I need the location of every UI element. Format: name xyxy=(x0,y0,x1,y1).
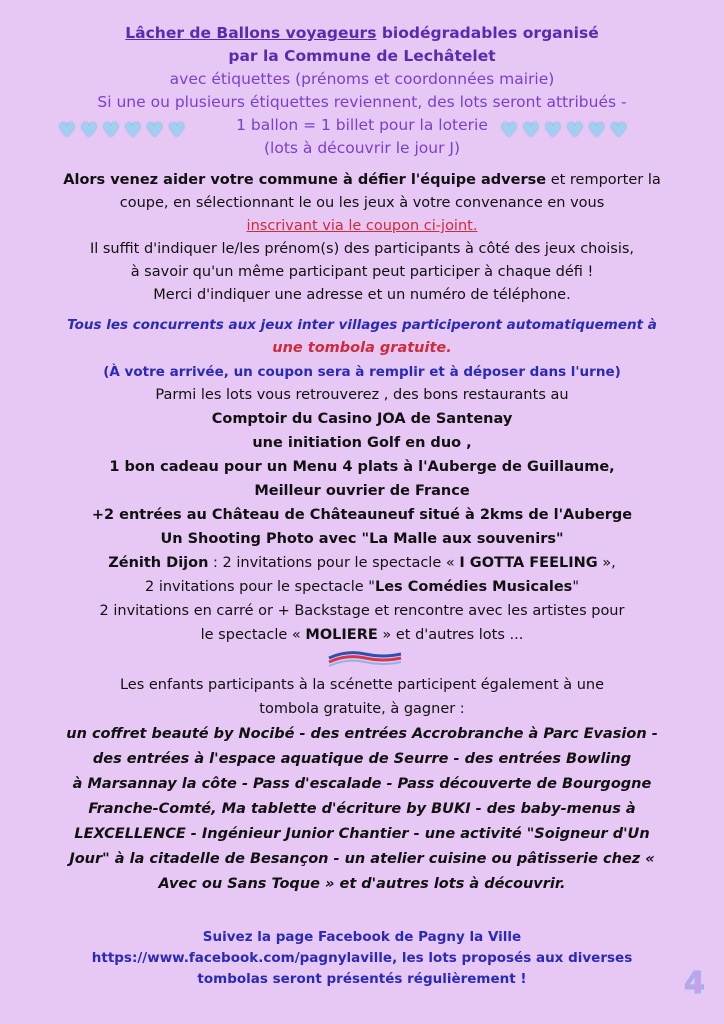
facebook-link[interactable]: https://www.facebook.com/pagnylaville, les lots proposés aux diverses xyxy=(91,950,633,966)
intro-line-2: coupe, en sélectionnant le ou les jeux à votre convenance en vous xyxy=(119,195,605,211)
intro-rest: et remporter la xyxy=(546,172,661,188)
wave-logo-icon xyxy=(327,648,403,670)
intro-line-4: Il suffit d'indiquer le/les prénom(s) des participants à côté des jeux choisis, xyxy=(89,241,635,257)
prize-7-show: I GOTTA FEELING xyxy=(459,555,598,571)
heart-icon: ♥ xyxy=(543,118,562,142)
heart-icon: ♥ xyxy=(145,118,164,142)
prize-8-show: Les Comédies Musicales xyxy=(374,579,573,595)
hearts-left xyxy=(58,120,186,140)
heart-icon: ♥ xyxy=(565,118,584,142)
prize-2: une initiation Golf en duo , xyxy=(252,435,472,451)
kids-line-1: Les enfants participants à la scénette participent également à une xyxy=(119,677,605,693)
prize-6: Un Shooting Photo avec "La Malle aux souvenirs" xyxy=(160,531,564,547)
heart-icon: ♥ xyxy=(167,118,186,142)
kids-prize: LEXCELLENCE - Ingénieur Junior Chantier - une activité "Soigneur d'Un xyxy=(74,826,650,842)
heart-icon: ♥ xyxy=(521,118,540,142)
title-underlined: Lâcher de Ballons voyageurs xyxy=(125,24,377,42)
prize-7-mid: : 2 invitations pour le spectacle « xyxy=(208,555,460,571)
prize-10-start: le spectacle « xyxy=(200,627,306,643)
prize-3: 1 bon cadeau pour un Menu 4 plats à l'Auberge de Guillaume, xyxy=(109,459,615,475)
heart-icon: ♥ xyxy=(79,118,98,142)
prize-8 xyxy=(0,579,724,595)
title-line-1 xyxy=(0,24,724,42)
prize-10 xyxy=(0,627,724,643)
tombola-line-2: une tombola gratuite. xyxy=(272,340,452,356)
kids-prize: des entrées à l'espace aquatique de Seurre - des entrées Bowling xyxy=(92,751,632,767)
footer-line-3: tombolas seront présentés régulièrement ! xyxy=(197,971,527,987)
heart-icon: ♥ xyxy=(500,118,518,142)
prize-4: Meilleur ouvrier de France xyxy=(254,483,470,499)
page-number: 4 xyxy=(684,966,705,1001)
prize-1: Comptoir du Casino JOA de Santenay xyxy=(211,411,513,427)
kids-prize: un coffret beauté by Nocibé - des entrées Accrobranche à Parc Evasion - xyxy=(66,726,658,742)
prize-7-end: », xyxy=(597,555,616,571)
kids-line-2: tombola gratuite, à gagner : xyxy=(259,701,465,717)
prize-7 xyxy=(0,555,724,571)
heart-icon: ♥ xyxy=(58,118,76,142)
hearts-right xyxy=(500,120,628,140)
prize-10-end: » et d'autres lots ... xyxy=(377,627,524,643)
intro-bold: Alors venez aider votre commune à défier l'équipe adverse xyxy=(63,172,547,188)
intro-line-5: à savoir qu'un même participant peut participer à chaque défi ! xyxy=(130,264,594,280)
kids-prize: Avec ou Sans Toque » et d'autres lots à découvrir. xyxy=(158,876,566,892)
tombola-line-3: (À votre arrivée, un coupon sera à remplir et à déposer dans l'urne) xyxy=(103,364,621,380)
prize-8-start: 2 invitations pour le spectacle " xyxy=(144,579,375,595)
title-line-2: par la Commune de Lechâtelet xyxy=(228,47,496,65)
prize-8-end: " xyxy=(572,579,579,595)
prizes-intro: Parmi les lots vous retrouverez , des bons restaurants au xyxy=(155,387,569,403)
kids-prize: à Marsannay la côte - Pass d'escalade - Pass découverte de Bourgogne xyxy=(72,776,652,792)
prize-9: 2 invitations en carré or + Backstage et rencontre avec les artistes pour xyxy=(99,603,625,619)
footer-line-1: Suivez la page Facebook de Pagny la Ville xyxy=(202,929,522,945)
kids-prize: Jour" à la citadelle de Besançon - un atelier cuisine ou pâtisserie chez « xyxy=(69,851,655,867)
coupon-link[interactable]: inscrivant via le coupon ci-joint. xyxy=(246,218,478,234)
intro-line-1 xyxy=(0,172,724,188)
tombola-line-1: Tous les concurrents aux jeux inter villages participeront automatiquement à xyxy=(67,317,657,333)
kids-prize: Franche-Comté, Ma tablette d'écriture by BUKI - des baby-menus à xyxy=(88,801,636,817)
prize-7-venue: Zénith Dijon xyxy=(108,555,209,571)
prize-10-show: MOLIERE xyxy=(305,627,378,643)
prize-5: +2 entrées au Château de Châteauneuf situé à 2kms de l'Auberge xyxy=(91,507,633,523)
header-line-3: avec étiquettes (prénoms et coordonnées mairie) xyxy=(169,70,555,88)
intro-line-6: Merci d'indiquer une adresse et un numéro de téléphone. xyxy=(153,287,571,303)
heart-icon: ♥ xyxy=(123,118,142,142)
title-rest: biodégradables organisé xyxy=(376,24,599,42)
header-line-6: (lots à découvrir le jour J) xyxy=(264,139,460,157)
heart-icon: ♥ xyxy=(587,118,606,142)
header-line-5: 1 ballon = 1 billet pour la loterie xyxy=(236,116,488,134)
heart-icon: ♥ xyxy=(101,118,120,142)
header-line-4: Si une ou plusieurs étiquettes reviennent, des lots seront attribués - xyxy=(97,93,627,111)
heart-icon: ♥ xyxy=(609,118,628,142)
